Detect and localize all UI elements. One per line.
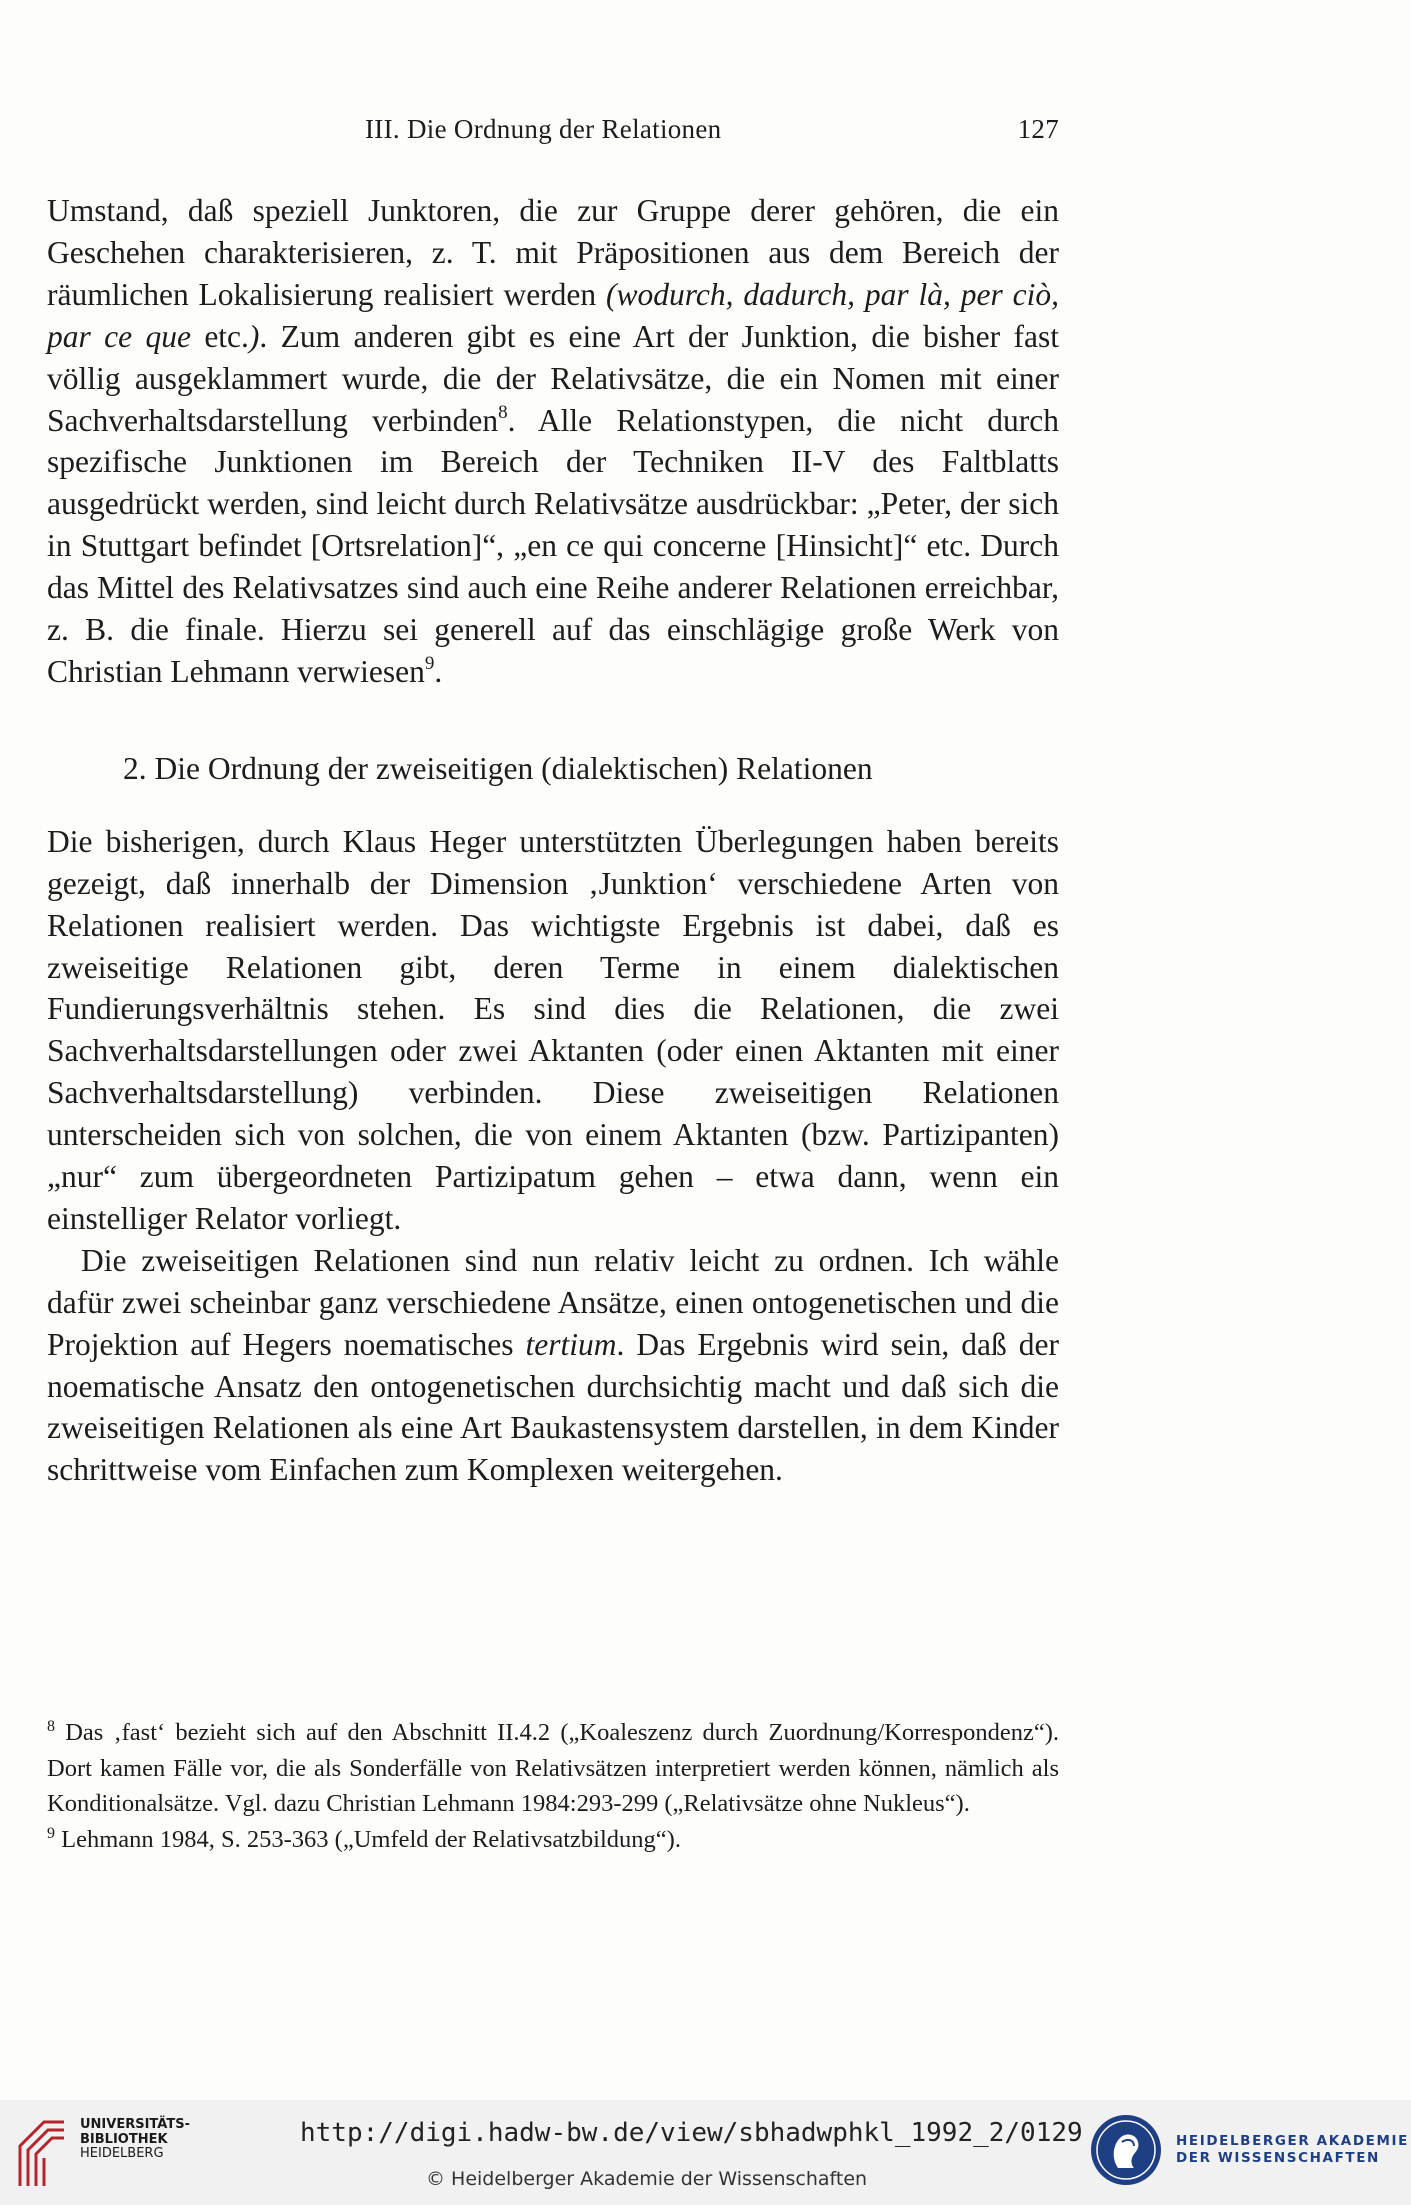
academy-name (1176, 2133, 1409, 2167)
footnote-text: Lehmann 1984, S. 253-363 („Umfeld der Relativsatzbildung“). (55, 1825, 681, 1853)
text-run: etc. (204, 318, 249, 354)
footnote-mark: 9 (47, 1824, 55, 1842)
footnote-text: Das ‚fast‘ bezieht sich auf den Abschnitt II.4.2 („Koaleszenz durch Zuordnung/Korrespondenz“). Dort kamen Fälle vor, die als Sonderfälle von Relativsätzen interpretiert werden können, nämlich als Konditionalsätze. Vgl. dazu Christian Lehmann 1984:293-299 („Relativsätze ohne Nukleus“). (47, 1719, 1059, 1817)
copyright-notice: © Heidelberger Akademie der Wissenschaften (426, 2168, 868, 2190)
footnote-mark: 8 (47, 1718, 55, 1735)
text-run: . Alle Relationstypen, die nicht durch spezifische Junktionen im Bereich der Techniken II-V des Faltblatts ausgedrückt werden, sind leicht durch Relativsätze ausdrückbar: „Peter, der sich in Stuttgart befindet [Ortsrelation]“, „en ce qui concerne [Hinsicht]“ etc. Durch das Mittel des Relativsatzes sind auch eine Reihe anderer Relationen erreichbar, z. B. die finale. Hierzu sei generell auf das einschlägige große Werk von Christian Lehmann verwiesen (47, 402, 1059, 689)
university-library-name (80, 2118, 190, 2162)
italic-run: tertium (525, 1326, 617, 1362)
academy-line: DER WISSENSCHAFTEN (1176, 2150, 1380, 2166)
italic-run: ) (248, 318, 260, 354)
paragraph-2: Die bisherigen, durch Klaus Heger unterstützten Überlegungen haben bereits gezeigt, daß innerhalb der Dimension ‚Junktion‘ verschiedene Arten von Relationen realisiert werden. Das wichtigste Ergebnis ist dabei, daß es zweiseitige Relationen gibt, deren Terme in einem dialektischen Fundierungsverhältnis stehen. Es sind dies die Relationen, die zwei Sachverhaltsdarstellungen oder zwei Aktanten (oder einen Aktanten mit einer Sachverhaltsdarstellung) verbinden. Diese zweiseitigen Relationen unterscheiden sich von solchen, die von einem Aktanten (bzw. Partizipanten) „nur“ zum übergeordneten Partizipatum gehen – etwa dann, wenn ein einstelliger Relator vorliegt. (47, 823, 1059, 1236)
italic-run: (wodurch, dadurch, par là, per ciò, par ce que (47, 276, 1059, 354)
paragraph-3 (47, 1240, 1059, 1491)
text-run: Die zweiseitigen Relationen sind nun relativ leicht zu ordnen. Ich wähle dafür zwei scheinbar ganz verschiedene Ansätze, einen ontogenetischen und die Projektion auf Hegers noematisches (47, 1242, 1059, 1362)
footnote-ref-9: 9 (424, 652, 435, 674)
text-run: Umstand, daß speziell Junktoren, die zur Gruppe derer gehören, die ein Geschehen charakterisieren, z. T. mit Präpositionen aus dem Bereich der räumlichen Lokalisierung realisiert werden (47, 193, 1059, 312)
text-run: . Zum anderen gibt es eine Art der Junktion, die bisher fast völlig ausgeklammert wurde, die der Relativsätze, die ein Nomen mit einer Sachverhaltsdarstellung verbinden (47, 318, 1059, 438)
text-run: . Das Ergebnis wird sein, daß der noematische Ansatz den ontogenetischen durchsichtig macht und daß sich die zweiseitigen Relationen als eine Art Baukastensystem darstellen, in dem Kinder schrittweise vom Einfachen zum Komplexen weitergehen. (47, 1326, 1060, 1488)
academy-line: HEIDELBERGER AKADEMIE (1176, 2133, 1409, 2149)
footnote-8 (47, 1715, 1059, 1822)
main-text (47, 190, 1059, 1491)
chapter-title: III. Die Ordnung der Relationen (365, 114, 722, 144)
academy-seal-icon (1088, 2112, 1164, 2188)
paragraph-1 (47, 190, 1059, 693)
page-number: 127 (1017, 114, 1059, 144)
library-line: BIBLIOTHEK (80, 2131, 168, 2147)
permalink-url[interactable]: http://digi.hadw-bw.de/view/sbhadwphkl_1992_2/0129 (300, 2118, 1083, 2148)
viewer-footer-bar (0, 2100, 1411, 2205)
footnotes (47, 1715, 1059, 1857)
section-heading: 2. Die Ordnung der zweiseitigen (dialektischen) Relationen (123, 750, 873, 786)
library-line: HEIDELBERG (80, 2146, 164, 2161)
library-line: UNIVERSITÄTS- (80, 2117, 190, 2132)
text-run: . (434, 653, 443, 689)
footnote-ref-8: 8 (498, 401, 508, 423)
footnote-9 (47, 1822, 1059, 1858)
university-library-logo-icon (14, 2116, 70, 2190)
